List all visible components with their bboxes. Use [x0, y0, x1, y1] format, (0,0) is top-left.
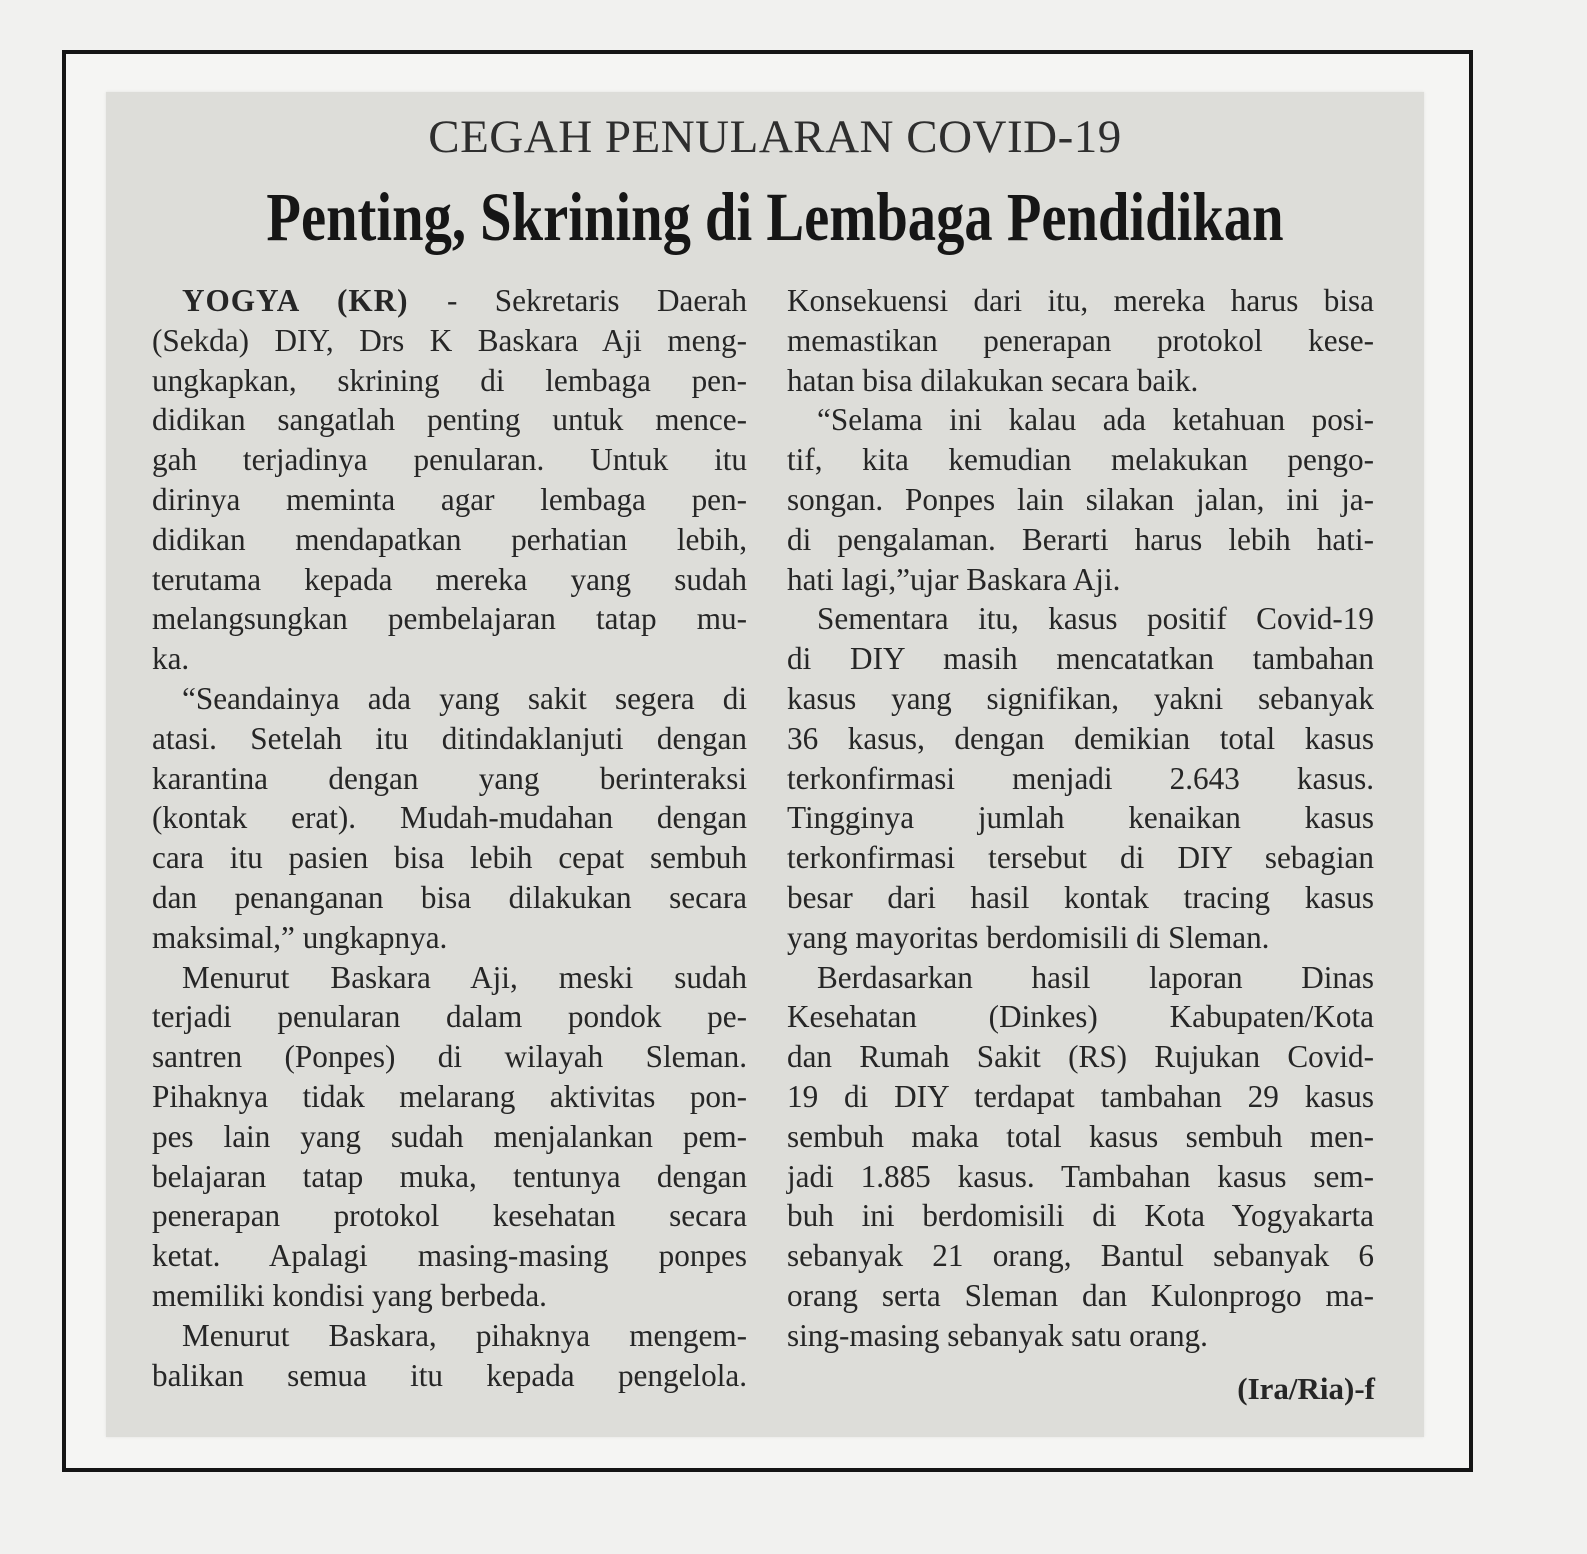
text-line: Menurut Baskara Aji, meski sudah	[182, 959, 747, 995]
text-line: belajaran tatap muka, tentunya dengan	[152, 1158, 747, 1194]
text-line-content: - Sekretaris Daerah	[446, 283, 747, 318]
text-line: Tingginya jumlah kenaikan kasus	[787, 800, 1374, 836]
article-kicker: CEGAH PENULARAN COVID-19	[428, 111, 1122, 163]
text-line: sembuh maka total kasus sembuh men-	[787, 1118, 1374, 1154]
text-line: sing-masing sebanyak satu orang.	[787, 1317, 1208, 1353]
text-line: sebanyak 21 orang, Bantul sebanyak 6	[787, 1238, 1374, 1274]
text-line: Kesehatan (Dinkes) Kabupaten/Kota	[787, 999, 1374, 1035]
text-line: di DIY masih mencatatkan tambahan	[787, 641, 1374, 677]
text-line: memiliki kondisi yang berbeda.	[152, 1277, 547, 1313]
text-line: terutama kepada mereka yang sudah	[152, 561, 747, 597]
text-line: maksimal,” ungkapnya.	[152, 919, 448, 955]
text-line: besar dari hasil kontak tracing kasus	[787, 879, 1374, 915]
text-line: karantina dengan yang berinteraksi	[152, 760, 747, 796]
text-line: dirinya meminta agar lembaga pen-	[152, 481, 747, 517]
text-line: tif, kita kemudian melakukan pengo-	[787, 442, 1374, 478]
text-line: songan. Ponpes lain silakan jalan, ini ja-	[787, 481, 1374, 517]
text-line: yang mayoritas berdomisili di Sleman.	[787, 919, 1270, 955]
text-line	[152, 281, 747, 321]
text-line: penerapan protokol kesehatan secara	[152, 1198, 747, 1234]
text-line: Berdasarkan hasil laporan Dinas	[817, 959, 1374, 995]
text-line: hatan bisa dilakukan secara baik.	[787, 362, 1199, 398]
text-line: 36 kasus, dengan demikian total kasus	[787, 720, 1374, 756]
text-line: terkonfirmasi menjadi 2.643 kasus.	[787, 760, 1374, 796]
article-byline: (Ira/Ria)-f	[1237, 1371, 1375, 1406]
text-line: dan Rumah Sakit (RS) Rujukan Covid-	[787, 1039, 1374, 1075]
text-line: hati lagi,”ujar Baskara Aji.	[787, 561, 1121, 597]
article-column-right	[787, 281, 1374, 1356]
text-line: “Seandainya ada yang sakit segera di	[182, 680, 747, 716]
text-line: orang serta Sleman dan Kulonprogo ma-	[787, 1277, 1374, 1313]
text-line: Pihaknya tidak melarang aktivitas pon-	[152, 1078, 747, 1114]
text-line: didikan sangatlah penting untuk mence-	[152, 402, 747, 438]
text-line: terkonfirmasi tersebut di DIY sebagian	[787, 840, 1374, 876]
article-column-left	[152, 281, 747, 1395]
text-line: (Sekda) DIY, Drs K Baskara Aji meng-	[152, 322, 747, 358]
text-line: Sementara itu, kasus positif Covid-19	[817, 601, 1374, 637]
text-line: cara itu pasien bisa lebih cepat sembuh	[152, 840, 747, 876]
text-line: atasi. Setelah itu ditindaklanjuti dengan	[152, 720, 747, 756]
text-line: ungkapkan, skrining di lembaga pen-	[152, 362, 747, 398]
text-line: (kontak erat). Mudah-mudahan dengan	[152, 800, 747, 836]
text-line: 19 di DIY terdapat tambahan 29 kasus	[787, 1078, 1374, 1114]
text-line: gah terjadinya penularan. Untuk itu	[152, 442, 747, 478]
text-line: terjadi penularan dalam pondok pe-	[152, 999, 747, 1035]
text-line: jadi 1.885 kasus. Tambahan kasus sem-	[787, 1158, 1374, 1194]
text-line: Menurut Baskara, pihaknya mengem-	[182, 1317, 747, 1353]
text-line: Konsekuensi dari itu, mereka harus bisa	[787, 283, 1374, 318]
text-line: pes lain yang sudah menjalankan pem-	[152, 1118, 747, 1154]
text-line: ka.	[152, 641, 190, 677]
text-line: ketat. Apalagi masing-masing ponpes	[152, 1238, 747, 1274]
text-line: santren (Ponpes) di wilayah Sleman.	[152, 1039, 747, 1075]
text-line: balikan semua itu kepada pengelola.	[152, 1357, 747, 1393]
text-line: di pengalaman. Berarti harus lebih hati-	[787, 521, 1374, 557]
text-line: dan penanganan bisa dilakukan secara	[152, 879, 747, 915]
article-headline: Penting, Skrining di Lembaga Pendidikan	[266, 179, 1284, 255]
article-dateline: YOGYA (KR)	[182, 283, 447, 318]
text-line: “Selama ini kalau ada ketahuan posi-	[817, 402, 1374, 438]
text-line: kasus yang signifikan, yakni sebanyak	[787, 680, 1374, 716]
text-line: melangsungkan pembelajaran tatap mu-	[152, 601, 747, 637]
text-line: didikan mendapatkan perhatian lebih,	[152, 521, 747, 557]
text-line: buh ini berdomisili di Kota Yogyakarta	[787, 1198, 1374, 1234]
text-line: memastikan penerapan protokol kese-	[787, 322, 1374, 358]
